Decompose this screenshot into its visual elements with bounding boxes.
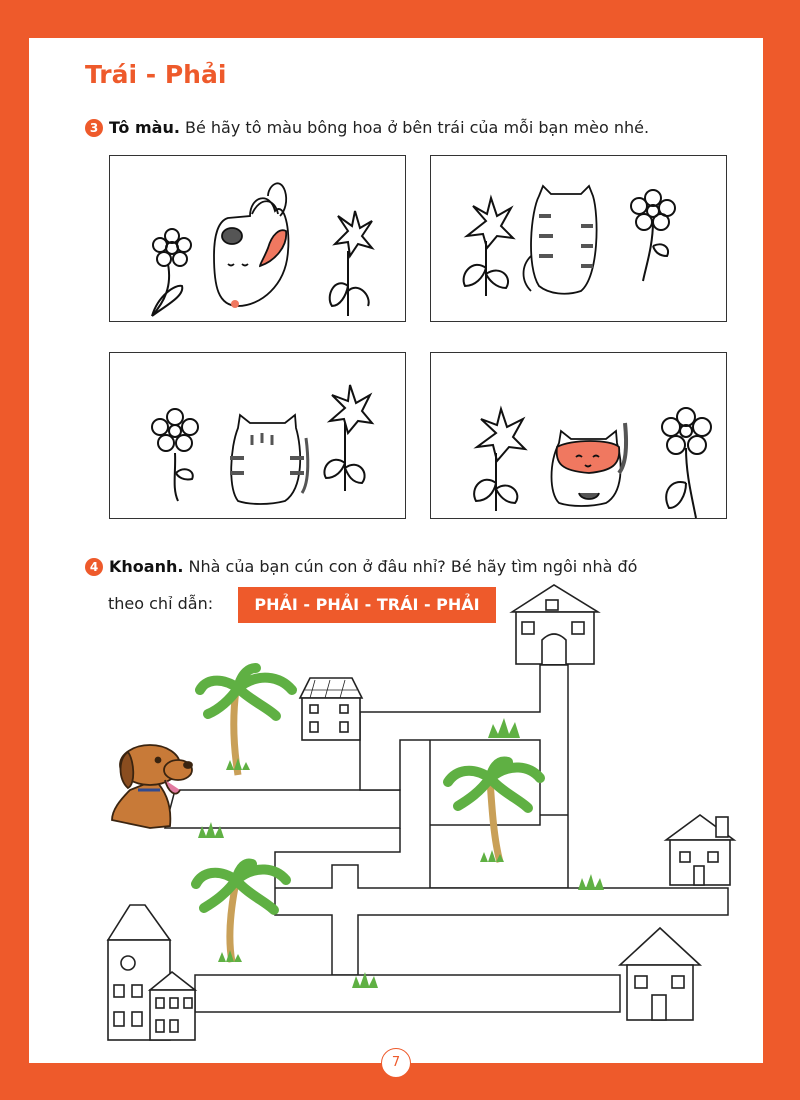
- section-4-text-line1: Nhà của bạn cún con ở đâu nhỉ? Bé hãy tìm ngôi nhà đó: [183, 557, 638, 576]
- house-end-top-icon[interactable]: [512, 585, 598, 664]
- palm-tree-icon: [196, 864, 286, 962]
- section-3-text: Bé hãy tô màu bông hoa ở bên trái của mỗi bạn mèo nhé.: [179, 118, 650, 137]
- house-bottom-right-icon[interactable]: [620, 928, 700, 1020]
- church-building-icon[interactable]: [108, 905, 195, 1040]
- house-small-grid-icon[interactable]: [300, 678, 362, 740]
- section-3-number: 3: [85, 119, 103, 137]
- section-4-label: Khoanh.: [109, 557, 184, 576]
- section-4-text-line2: theo chỉ dẫn:: [108, 594, 214, 613]
- section-3-label: Tô màu.: [109, 118, 180, 137]
- maze-path-bottom: [195, 975, 620, 1012]
- maze-path-start: [165, 790, 400, 828]
- section-4-number: 4: [85, 558, 103, 576]
- page-number: 7: [381, 1048, 411, 1078]
- page-title: Trái - Phải: [85, 60, 227, 89]
- directions-badge: PHẢI - PHẢI - TRÁI - PHẢI: [238, 587, 496, 623]
- palm-tree-icon: [200, 668, 292, 775]
- house-right-icon[interactable]: [666, 815, 734, 885]
